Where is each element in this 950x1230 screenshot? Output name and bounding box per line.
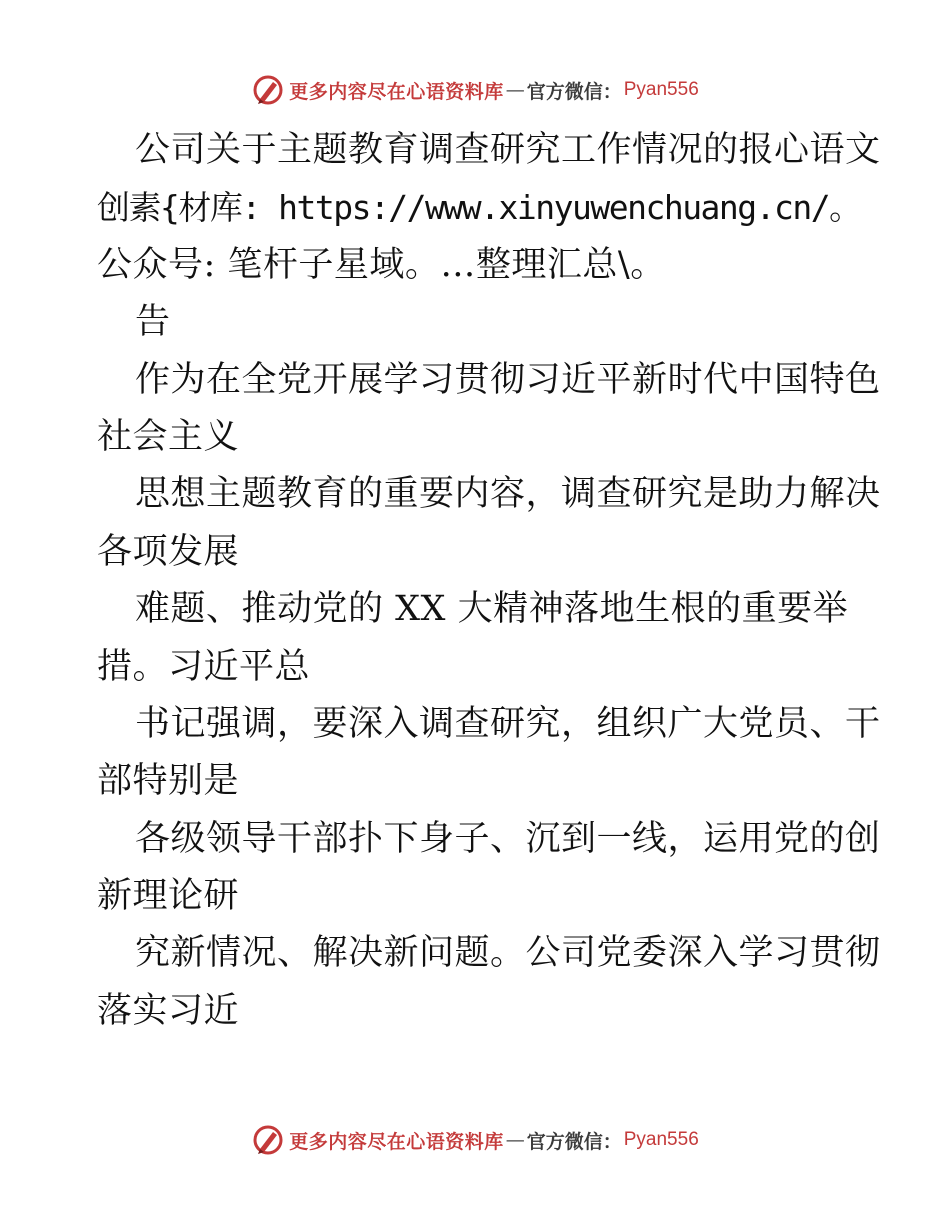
body-line: 究新情况、解决新问题。公司党委深入学习贯彻 [135, 933, 881, 974]
body-line: 思想主题教育的重要内容，调查研究是助力解决 [135, 474, 881, 515]
banner-dash: — [505, 79, 525, 101]
body-line: 新理论研 [97, 876, 240, 917]
body-line: 书记强调，要深入调查研究，组织广大党员、干 [135, 703, 881, 744]
body-line: 难题、推动党的 XX 大精神落地生根的重要举 [135, 589, 849, 630]
body-line: 各项发展 [97, 531, 240, 572]
body-line: 社会主义 [97, 416, 240, 457]
document-body [97, 122, 881, 1040]
banner-wechat-handle: Pyan556 [623, 79, 699, 100]
body-line: 作为在全党开展学习贯彻习近平新时代中国特色 [135, 359, 881, 400]
pen-logo-icon [251, 73, 285, 107]
body-line: 告 [135, 302, 171, 343]
banner-wechat-handle: Pyan556 [623, 1129, 699, 1150]
banner-brand: 更多内容尽在心语资料库 [289, 1130, 504, 1153]
banner-official-label: 官方微信： [526, 1130, 622, 1153]
header-banner [0, 72, 950, 108]
body-line: 措。习近平总 [97, 646, 311, 687]
footer-banner [0, 1122, 950, 1158]
body-line: 创素{材库: https://www.xinyuwenchuang.cn/。 [97, 188, 861, 228]
body-line: 各级领导干部扑下身子、沉到一线，运用党的创 [135, 818, 881, 859]
body-line: 公司关于主题教育调查研究工作情况的报心语文 [135, 130, 881, 170]
banner-official-label: 官方微信： [526, 80, 622, 103]
body-line: 公众号: 笔杆子星域。…整理汇总\。 [97, 244, 666, 285]
pen-logo-icon [251, 1123, 285, 1157]
banner-brand: 更多内容尽在心语资料库 [289, 80, 504, 103]
body-line: 部特别是 [97, 761, 240, 802]
banner-dash: — [505, 1129, 525, 1151]
body-line: 落实习近 [97, 990, 240, 1031]
